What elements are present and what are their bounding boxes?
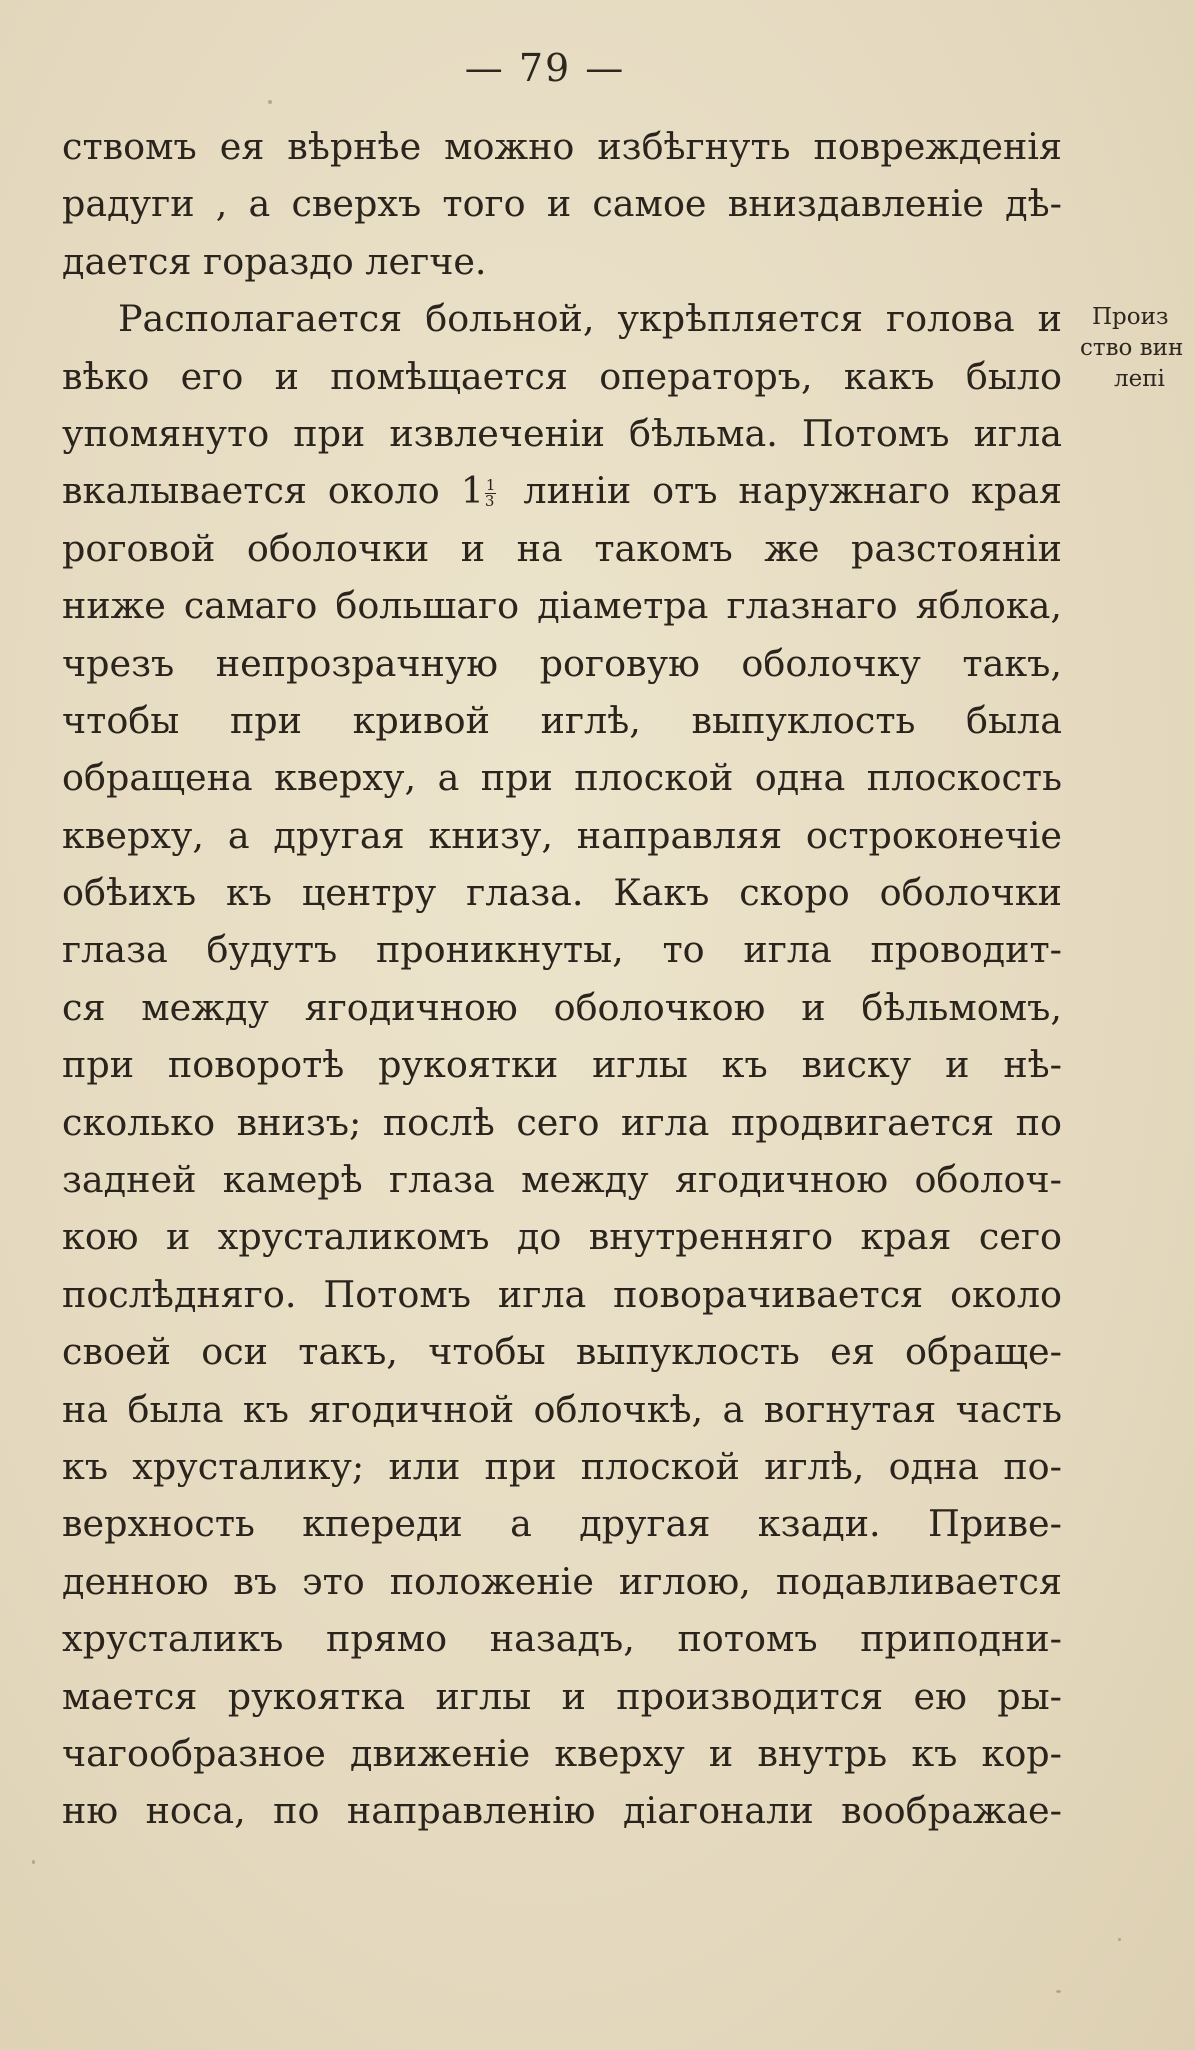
text-line: чрезъ непрозрачную роговую оболочку такъ, — [62, 641, 1062, 685]
text-segment: вкалывается около — [62, 469, 440, 513]
text-line: послѣдняго. Потомъ игла поворачивается около — [62, 1272, 1062, 1316]
text-line: ниже самаго большаго діаметра глазнаго яблока, — [62, 584, 1062, 628]
text-line: чтобы при кривой иглѣ, выпуклость была — [62, 698, 1062, 742]
text-line: при поворотѣ рукоятки иглы къ виску и нѣ- — [62, 1043, 1062, 1087]
fraction-denominator: 3 — [484, 492, 495, 511]
text-line: упомянуто при извлеченіи бѣльма. Потомъ игла — [62, 411, 1062, 455]
text-line: къ хрусталику; или при плоской иглѣ, одна по- — [62, 1444, 1062, 1488]
paper-speck — [1056, 1990, 1061, 1993]
text-line: радуги , а сверхъ того и самое вниздавленіе дѣ- — [62, 182, 1062, 226]
margin-note-line: Произ — [1092, 304, 1169, 330]
margin-note-line: ство вин — [1080, 335, 1184, 361]
text-line: денною въ это положеніе иглою, подавливается — [62, 1559, 1062, 1603]
page-number: — 79 — — [464, 46, 626, 90]
text-line: кою и хрусталикомъ до внутренняго края сего — [62, 1215, 1062, 1259]
text-line-with-fraction — [62, 462, 1062, 519]
text-line: Располагается больной, укрѣпляется голова и — [118, 297, 1062, 341]
fraction-whole: 1 — [460, 469, 484, 513]
margin-note-line: лепі — [1114, 366, 1165, 392]
paper-speck — [1118, 1938, 1121, 1941]
paper-speck — [268, 100, 272, 104]
text-line: задней камерѣ глаза между ягодичною оболоч- — [62, 1158, 1062, 1202]
text-line: кверху, а другая книзу, направляя остроконечіе — [62, 813, 1062, 857]
text-line: сколько внизъ; послѣ сего игла продвигается по — [62, 1100, 1062, 1144]
text-line: верхность кпереди а другая кзади. Приве- — [62, 1502, 1062, 1546]
text-line: хрусталикъ прямо назадъ, потомъ приподни- — [62, 1617, 1062, 1661]
text-line: ню носа, по направленію діагонали воображае- — [62, 1789, 1062, 1833]
text-line: вѣко его и помѣщается операторъ, какъ было — [62, 354, 1062, 398]
fraction — [485, 478, 497, 509]
text-line: дается гораздо легче. — [62, 239, 487, 283]
text-line: глаза будутъ проникнуты, то игла проводит- — [62, 928, 1062, 972]
text-line: обращена кверху, а при плоской одна плоскость — [62, 756, 1062, 800]
text-line: роговой оболочки и на такомъ же разстояніи — [62, 526, 1062, 570]
fraction-numerator: 1 — [485, 476, 496, 495]
text-line: обѣихъ къ центру глаза. Какъ скоро оболочки — [62, 871, 1062, 915]
text-segment: линіи отъ наружнаго края — [523, 469, 1063, 513]
margin-note — [1078, 302, 1195, 395]
text-line: ся между ягодичною оболочкою и бѣльмомъ, — [62, 985, 1062, 1029]
text-line: ствомъ ея вѣрнѣе можно избѣгнуть поврежденія — [62, 125, 1062, 168]
paper-speck — [32, 1860, 35, 1864]
text-line: своей оси такъ, чтобы выпуклость ея обраще- — [62, 1330, 1062, 1374]
text-line: чагообразное движеніе кверху и внутрь къ кор- — [62, 1731, 1062, 1775]
body-text — [62, 118, 1062, 1840]
text-line: мается рукоятка иглы и производится ею ры- — [62, 1674, 1062, 1718]
text-line: на была къ ягодичной облочкѣ, а вогнутая часть — [62, 1387, 1062, 1431]
